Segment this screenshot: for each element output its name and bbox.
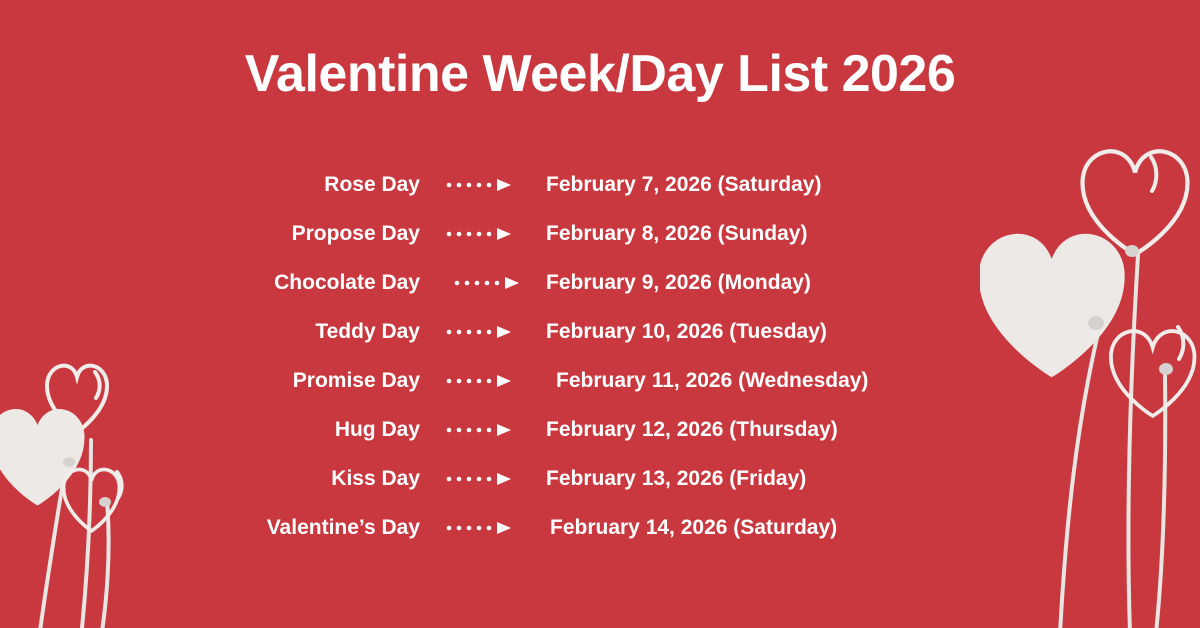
list-item — [120, 209, 1020, 258]
list-item — [120, 160, 1020, 209]
valentine-day-list — [120, 160, 1020, 552]
date-label: February 12, 2026 (Thursday) — [546, 417, 838, 441]
page-title: Valentine Week/Day List 2026 — [244, 45, 956, 103]
date-label: February 8, 2026 (Sunday) — [546, 221, 808, 245]
list-item — [120, 503, 1020, 552]
dotted-arrow-icon — [426, 177, 536, 193]
dotted-arrow-icon — [426, 471, 536, 487]
day-label: Promise Day — [292, 368, 420, 392]
date-label: February 7, 2026 (Saturday) — [546, 172, 822, 196]
date-label: February 14, 2026 (Saturday) — [550, 515, 838, 539]
list-item — [120, 454, 1020, 503]
day-label: Propose Day — [291, 221, 420, 245]
dotted-arrow-icon — [426, 422, 536, 438]
list-item — [120, 405, 1020, 454]
date-label: February 13, 2026 (Friday) — [546, 466, 807, 490]
day-label: Rose Day — [324, 172, 420, 196]
day-label: Valentine’s Day — [266, 515, 420, 539]
day-label: Teddy Day — [315, 319, 420, 343]
dotted-arrow-icon — [434, 275, 544, 291]
day-label: Kiss Day — [331, 466, 420, 490]
dotted-arrow-icon — [426, 520, 536, 536]
date-label: February 10, 2026 (Tuesday) — [546, 319, 827, 343]
list-item — [120, 307, 1020, 356]
dotted-arrow-icon — [426, 373, 536, 389]
day-label: Hug Day — [334, 417, 420, 441]
list-item — [120, 356, 1020, 405]
day-label: Chocolate Day — [274, 270, 420, 294]
date-label: February 11, 2026 (Wednesday) — [556, 368, 869, 392]
dotted-arrow-icon — [426, 324, 536, 340]
date-label: February 9, 2026 (Monday) — [546, 270, 811, 294]
list-item — [120, 258, 1020, 307]
dotted-arrow-icon — [426, 226, 536, 242]
